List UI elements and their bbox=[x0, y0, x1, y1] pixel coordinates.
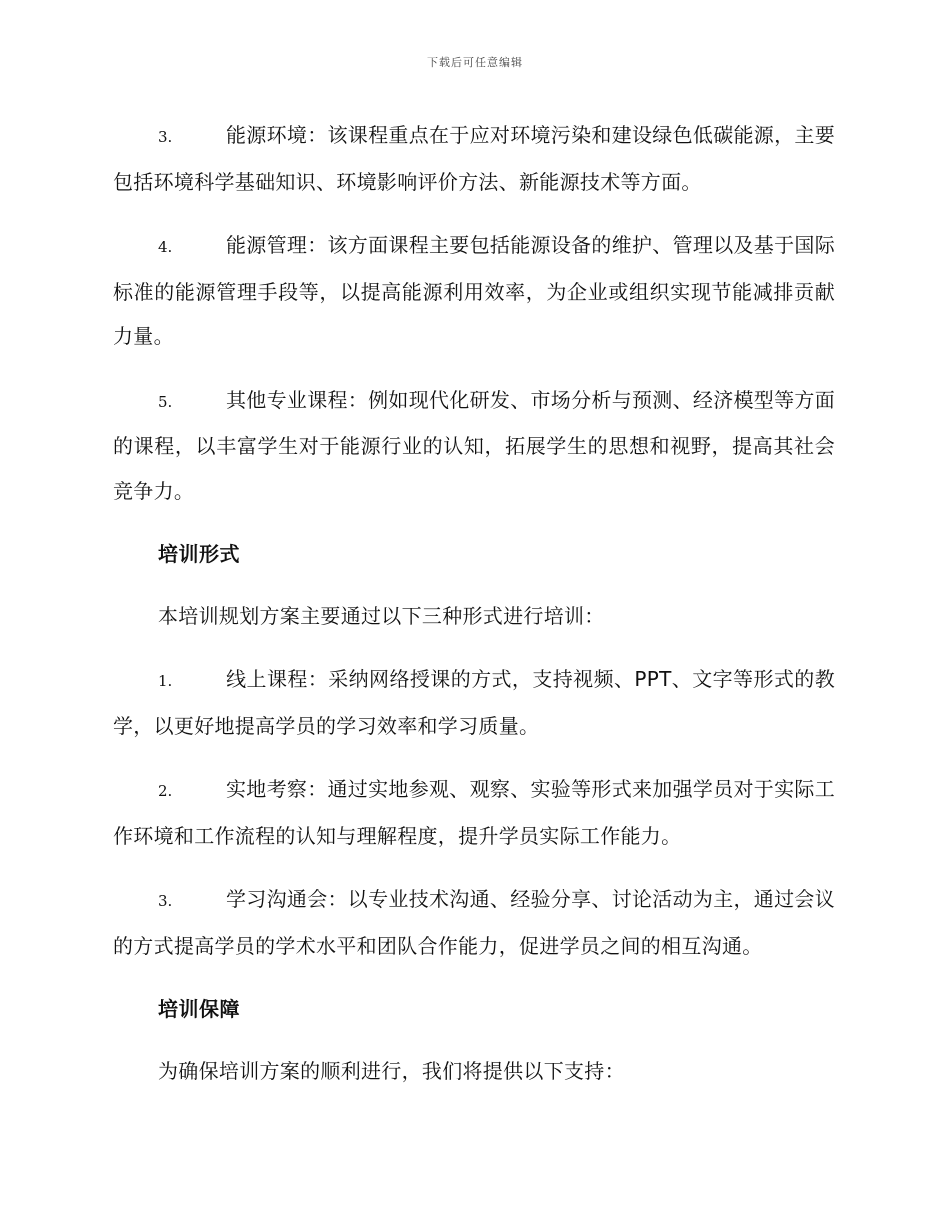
item-text: 线上课程：采纳网络授课的方式，支持视频、PPT、文字等形式的教学，以更好地提高学员的学习效率和学习质量。 bbox=[113, 667, 835, 738]
item-text: 能源管理：该方面课程主要包括能源设备的维护、管理以及基于国际标准的能源管理手段等，以提高能源利用效率，为企业或组织实现节能减排贡献力量。 bbox=[113, 233, 835, 348]
item-number: 2. bbox=[158, 782, 173, 800]
item-text: 实地考察：通过实地参观、观察、实验等形式来加强学员对于实际工作环境和工作流程的认知与理解程度，提升学员实际工作能力。 bbox=[113, 777, 835, 848]
item-text: 学习沟通会：以专业技术沟通、经验分享、讨论活动为主，通过会议的方式提高学员的学术水平和团队合作能力，促进学员之间的相互沟通。 bbox=[113, 887, 835, 958]
list-item-online-courses bbox=[113, 657, 835, 748]
header-note: 下载后可任意编辑 bbox=[427, 56, 523, 69]
item-number: 4. bbox=[158, 238, 173, 256]
paragraph-training-format-intro: 本培训规划方案主要通过以下三种形式进行培训： bbox=[158, 603, 605, 628]
list-item-energy-environment bbox=[113, 113, 835, 204]
item-number: 1. bbox=[158, 672, 173, 690]
section-heading-training-support: 培训保障 bbox=[158, 997, 240, 1021]
list-item-communication-meeting bbox=[113, 877, 835, 968]
item-text: 其他专业课程：例如现代化研发、市场分析与预测、经济模型等方面的课程，以丰富学生对于能源行业的认知，拓展学生的思想和视野，提高其社会竞争力。 bbox=[113, 387, 835, 503]
item-number: 5. bbox=[158, 392, 173, 411]
section-heading-training-format: 培训形式 bbox=[158, 542, 240, 566]
list-item-energy-management bbox=[113, 223, 835, 359]
item-number: 3. bbox=[158, 892, 173, 910]
document-body bbox=[113, 113, 835, 1112]
list-item-field-visit bbox=[113, 767, 835, 858]
item-number: 3. bbox=[158, 128, 173, 146]
list-item-other-courses bbox=[113, 378, 835, 514]
paragraph-training-support-intro: 为确保培训方案的顺利进行，我们将提供以下支持： bbox=[158, 1058, 625, 1083]
item-text: 能源环境：该课程重点在于应对环境污染和建设绿色低碳能源，主要包括环境科学基础知识、环境影响评价方法、新能源技术等方面。 bbox=[113, 123, 835, 194]
